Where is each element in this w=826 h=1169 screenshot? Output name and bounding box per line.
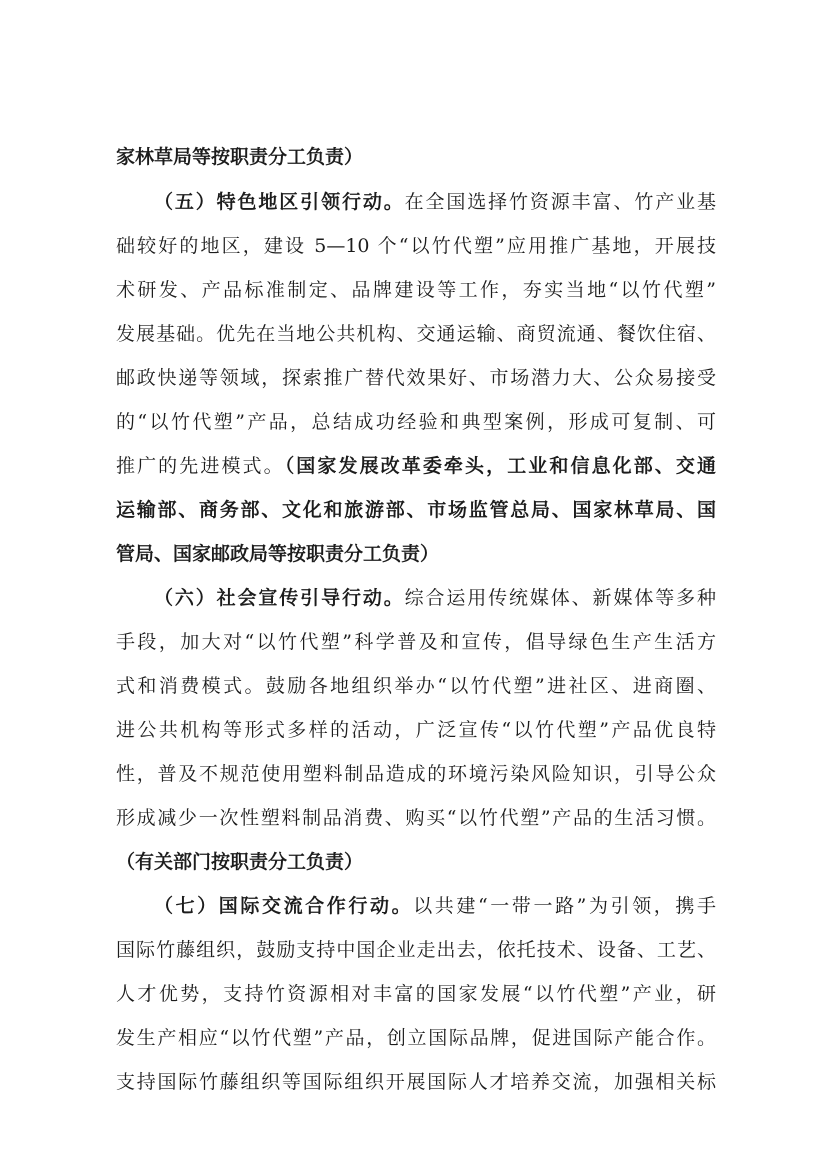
text-line: 形成减少一次性塑料制品消费、购买“以竹代塑”产品的生活习惯。	[116, 807, 716, 829]
text-line: 进公共机构等形式多样的活动，广泛宣传“以竹代塑”产品优良特	[116, 719, 716, 741]
heading-text: （五）特色地区引领行动。	[154, 191, 405, 213]
section-heading-7	[154, 886, 716, 926]
text-line: 国际竹藤组织，鼓励支持中国企业走出去，依托技术、设备、工艺、	[116, 939, 716, 961]
text-line: 邮政快递等领域，探索推广替代效果好、市场潜力大、公众易接受	[116, 367, 716, 389]
responsibility-note: 运输部、商务部、文化和旅游部、市场监管总局、国家林草局、国	[116, 499, 716, 521]
text-line: 家林草局等按职责分工负责）	[116, 146, 364, 168]
paragraph-text: 在全国选择竹资源丰富、竹产业基	[404, 191, 716, 213]
text-line: 础较好的地区，建设 5—10 个“以竹代塑”应用推广基地，开展技	[116, 235, 716, 257]
section-heading-5	[154, 182, 716, 222]
paragraph-text: 推广的先进模式。	[116, 455, 285, 477]
text-line: 发生产相应“以竹代塑”产品，创立国际品牌，促进国际产能合作。	[116, 1027, 716, 1049]
section-heading-6	[154, 578, 716, 618]
heading-text: （六）社会宣传引导行动。	[154, 587, 405, 609]
text-line: 术研发、产品标准制定、品牌建设等工作，夯实当地“以竹代塑”	[116, 279, 716, 301]
responsibility-note: （国家发展改革委牵头，工业和信息化部、交通	[284, 455, 716, 477]
responsibility-note: （有关部门按职责分工负责）	[116, 851, 364, 873]
heading-text: （七）国际交流合作行动。	[154, 895, 414, 917]
text-line: 支持国际竹藤组织等国际组织开展国际人才培养交流，加强相关标	[116, 1071, 716, 1093]
responsibility-note: 管局、国家邮政局等按职责分工负责）	[116, 543, 440, 565]
text-line: 人才优势，支持竹资源相对丰富的国家发展“以竹代塑”产业，研	[116, 983, 716, 1005]
text-line: 发展基础。优先在当地公共机构、交通运输、商贸流通、餐饮住宿、	[116, 323, 716, 345]
text-line	[116, 446, 716, 486]
paragraph-text: 以共建“一带一路”为引领，携手	[413, 895, 716, 917]
text-line: 的“以竹代塑”产品，总结成功经验和典型案例，形成可复制、可	[116, 411, 716, 433]
text-line: 手段，加大对“以竹代塑”科学普及和宣传，倡导绿色生产生活方	[116, 631, 716, 653]
text-line: 性，普及不规范使用塑料制品造成的环境污染风险知识，引导公众	[116, 763, 716, 785]
text-line: 式和消费模式。鼓励各地组织举办“以竹代塑”进社区、进商圈、	[116, 675, 716, 697]
paragraph-text: 综合运用传统媒体、新媒体等多种	[404, 587, 716, 609]
